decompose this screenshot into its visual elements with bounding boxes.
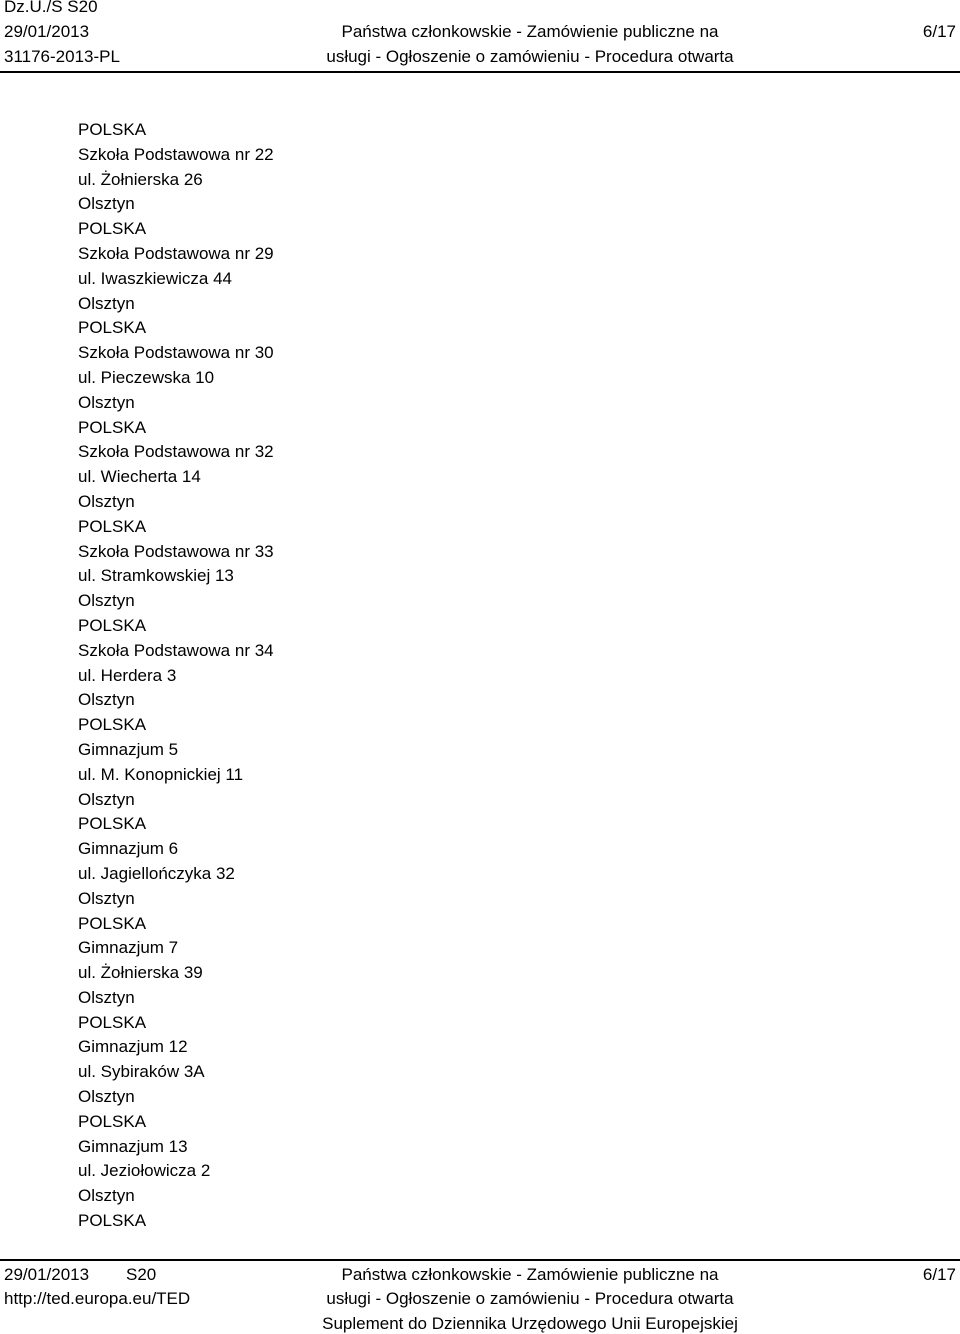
address-line: POLSKA <box>78 516 147 536</box>
address-line: POLSKA <box>78 417 147 437</box>
header-page-number: 6/17 <box>922 22 956 41</box>
address-line: POLSKA <box>78 1211 147 1231</box>
address-line: Gimnazjum 7 <box>78 938 179 958</box>
address-line: Szkoła Podstawowa nr 33 <box>78 541 274 561</box>
footer-title-line-2: usługi - Ogłoszenie o zamówieniu - Procedura otwarta <box>326 1289 734 1308</box>
address-line: POLSKA <box>78 715 147 735</box>
address-line: Olsztyn <box>78 194 135 214</box>
address-line: ul. Herdera 3 <box>78 665 177 685</box>
address-line: POLSKA <box>78 814 147 834</box>
address-line: Szkoła Podstawowa nr 32 <box>78 442 274 462</box>
address-line: Olsztyn <box>78 789 135 809</box>
address-line: POLSKA <box>78 913 147 933</box>
address-line: Olsztyn <box>78 1087 135 1107</box>
journal-reference: Dz.U./S S20 <box>4 0 98 16</box>
header-rule <box>0 71 960 73</box>
address-line: ul. Żołnierska 26 <box>78 169 203 189</box>
address-line: ul. Iwaszkiewicza 44 <box>78 268 233 288</box>
footer-url: http://ted.europa.eu/TED <box>4 1289 191 1308</box>
footer-title-line-3: Suplement do Dziennika Urzędowego Unii Europejskiej <box>322 1314 738 1333</box>
address-line: ul. Żołnierska 39 <box>78 963 203 983</box>
address-line: Olsztyn <box>78 690 135 710</box>
address-line: ul. Sybiraków 3A <box>78 1062 205 1082</box>
address-line: Szkoła Podstawowa nr 22 <box>78 144 274 164</box>
header-title-line-2: usługi - Ogłoszenie o zamówieniu - Procedura otwarta <box>326 47 734 66</box>
address-line: Gimnazjum 12 <box>78 1037 188 1057</box>
address-line: POLSKA <box>78 615 147 635</box>
address-line: ul. Jagiellończyka 32 <box>78 863 235 883</box>
header-title-line-1: Państwa członkowskie - Zamówienie publiczne na <box>341 22 719 41</box>
address-line: Szkoła Podstawowa nr 29 <box>78 243 274 263</box>
address-line: Olsztyn <box>78 491 135 511</box>
address-line: Olsztyn <box>78 591 135 611</box>
address-line: Szkoła Podstawowa nr 30 <box>78 343 274 363</box>
address-line: ul. M. Konopnickiej 11 <box>78 764 244 784</box>
address-line: Gimnazjum 6 <box>78 839 179 859</box>
address-line: Gimnazjum 13 <box>78 1136 188 1156</box>
address-line: Szkoła Podstawowa nr 34 <box>78 640 274 660</box>
address-line: POLSKA <box>78 219 147 239</box>
address-line: ul. Pieczewska 10 <box>78 367 215 387</box>
address-line: POLSKA <box>78 318 147 338</box>
address-list <box>78 118 274 1234</box>
footer-series: S20 <box>126 1265 157 1284</box>
footer-rule <box>0 1259 960 1261</box>
footer-title-line-1: Państwa członkowskie - Zamówienie publiczne na <box>341 1265 719 1284</box>
document-number: 31176-2013-PL <box>4 47 120 66</box>
address-line: Olsztyn <box>78 293 135 313</box>
address-line: POLSKA <box>78 1012 147 1032</box>
address-line: POLSKA <box>78 1111 147 1131</box>
address-line: ul. Stramkowskiej 13 <box>78 566 234 586</box>
address-line: Olsztyn <box>78 392 135 412</box>
address-line: POLSKA <box>78 120 147 139</box>
address-line: Gimnazjum 5 <box>78 739 179 759</box>
address-line: Olsztyn <box>78 1186 135 1206</box>
address-line: Olsztyn <box>78 987 135 1007</box>
address-line: ul. Jeziołowicza 2 <box>78 1161 211 1181</box>
address-line: ul. Wiecherta 14 <box>78 467 201 487</box>
header-date: 29/01/2013 <box>4 22 90 41</box>
footer-date: 29/01/2013 <box>4 1265 90 1284</box>
address-line: Olsztyn <box>78 888 135 908</box>
footer-page-number: 6/17 <box>922 1265 956 1284</box>
